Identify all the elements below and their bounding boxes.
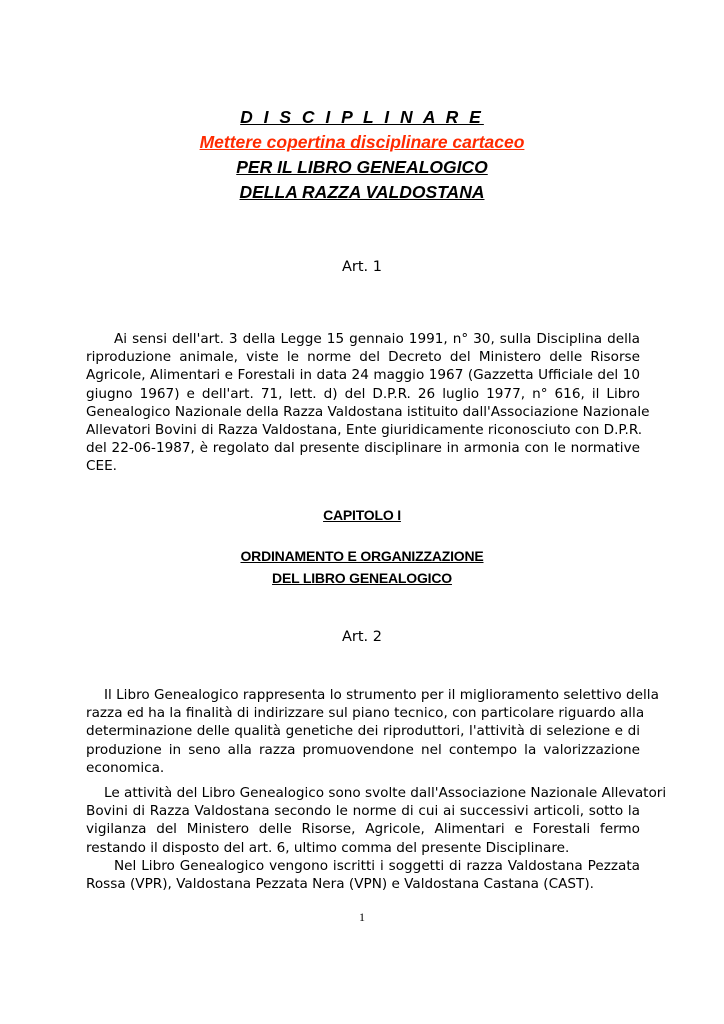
paragraph-line: Le attività del Libro Genealogico sono svolte dall'Associazione Nazionale Allevatori <box>104 785 667 801</box>
paragraph-line: Bovini di Razza Valdostana secondo le norme di cui ai successivi articoli, sotto la <box>86 803 640 820</box>
paragraph-line: Genealogico Nazionale della Razza Valdostana istituito dall'Associazione Nazionale <box>86 403 650 420</box>
paragraph-line: Il Libro Genealogico rappresenta lo strumento per il miglioramento selettivo della <box>104 687 659 703</box>
chapter-title-line-1: ORDINAMENTO E ORGANIZZAZIONE <box>240 548 484 564</box>
paragraph-line: Ai sensi dell'art. 3 della Legge 15 gennaio 1991, n° 30, sulla Disciplina della <box>114 331 640 347</box>
document-subtitle-1: PER IL LIBRO GENEALOGICO <box>236 157 488 177</box>
document-subtitle-2: DELLA RAZZA VALDOSTANA <box>239 182 485 202</box>
paragraph-line: Agricole, Alimentari e Forestali in data 24 maggio 1967 (Gazzetta Ufficiale del 10 <box>86 367 640 384</box>
cover-note: Mettere copertina disciplinare cartaceo <box>199 132 525 152</box>
paragraph-line: Rossa (VPR), Valdostana Pezzata Nera (VPN) e Valdostana Castana (CAST). <box>86 876 594 893</box>
document-header <box>0 105 724 205</box>
paragraph-line: produzione in seno alla razza promuovendone nel contempo la valorizzazione <box>86 741 640 758</box>
chapter-label: CAPITOLO I <box>323 507 401 523</box>
document-title: D I S C I P L I N A R E <box>240 107 484 127</box>
paragraph-line: giugno 1967) e dell'art. 71, lett. d) del D.P.R. 26 luglio 1977, n° 616, il Libro <box>86 385 640 402</box>
paragraph-line: Allevatori Bovini di Razza Valdostana, Ente giuridicamente riconosciuto con D.P.R. <box>86 422 643 439</box>
article-2-paragraph-2 <box>86 784 667 857</box>
paragraph-line: restando il disposto del art. 6, ultimo comma del presente Disciplinare. <box>86 839 570 856</box>
article-1-label: Art. 1 <box>341 259 382 275</box>
chapter-label-wrap <box>0 504 724 526</box>
paragraph-line: vigilanza del Ministero delle Risorse, Agricole, Alimentari e Forestali fermo <box>86 821 640 838</box>
paragraph-line: Nel Libro Genealogico vengono iscritti i soggetti di razza Valdostana Pezzata <box>114 858 640 874</box>
article-1-paragraph <box>86 330 650 476</box>
article-2-label: Art. 2 <box>341 629 382 645</box>
article-2-paragraph-1 <box>86 686 659 777</box>
paragraph-line: CEE. <box>86 458 117 475</box>
article-2-paragraph-3 <box>86 857 640 893</box>
paragraph-line: economica. <box>86 759 165 776</box>
paragraph-line: riproduzione animale, viste le norme del Decreto del Ministero delle Risorse <box>86 349 640 366</box>
paragraph-line: razza ed ha la finalità di indirizzare sul piano tecnico, con particolare riguardo alla <box>86 705 645 722</box>
paragraph-line: del 22-06-1987, è regolato dal presente disciplinare in armonia con le normative <box>86 440 640 457</box>
paragraph-line: determinazione delle qualità genetiche dei riproduttori, l'attività di selezione e di <box>86 723 640 740</box>
chapter-title-line-2: DEL LIBRO GENEALOGICO <box>272 570 452 586</box>
page-number: 1 <box>359 910 365 924</box>
chapter-title <box>0 545 724 589</box>
